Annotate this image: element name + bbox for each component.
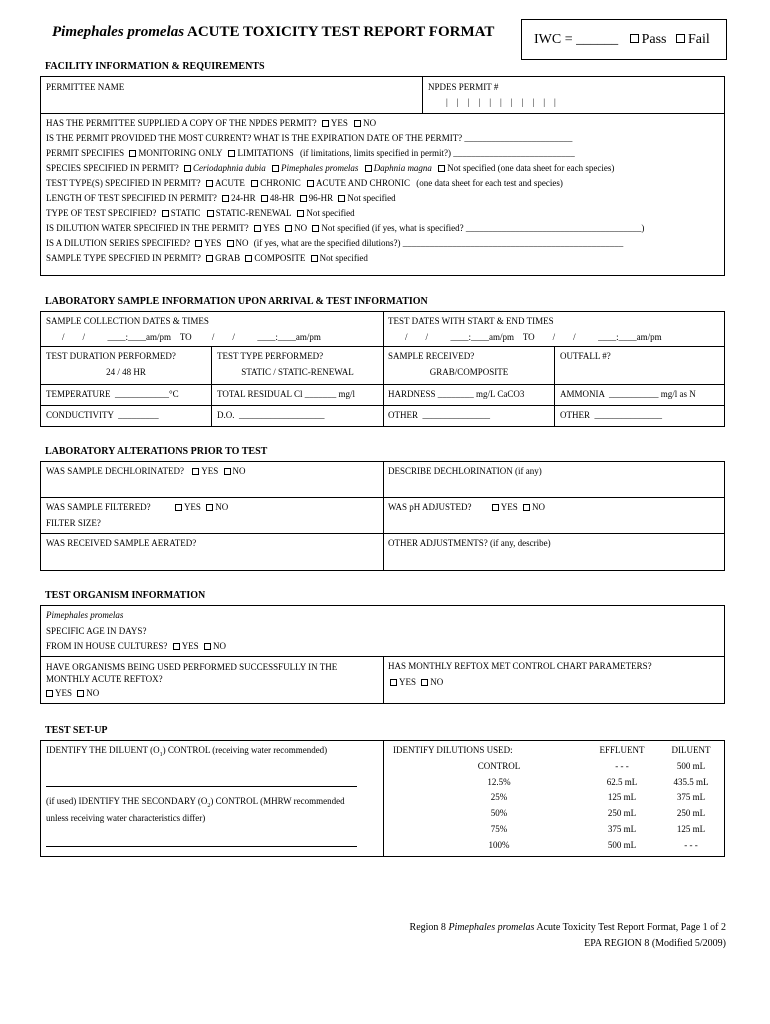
cerio-checkbox[interactable] — [184, 165, 191, 172]
diluent-cell: 250 mL — [676, 808, 706, 819]
chart-no-checkbox[interactable] — [421, 679, 428, 686]
96hr-checkbox[interactable] — [300, 195, 307, 202]
dechlor-no-checkbox[interactable] — [224, 468, 231, 475]
ph-yes-checkbox[interactable] — [492, 504, 499, 511]
composite-checkbox[interactable] — [245, 255, 252, 262]
acute-checkbox[interactable] — [206, 180, 213, 187]
effluent-cell: 500 mL — [607, 839, 637, 850]
filtered-yes-checkbox[interactable] — [175, 504, 182, 511]
dilution-cell: 75% — [490, 823, 508, 834]
fail-checkbox[interactable] — [676, 34, 685, 43]
dilution-cell: 50% — [490, 808, 508, 819]
divider — [383, 461, 384, 571]
effluent-cell: 62.5 mL — [606, 776, 638, 787]
24hr-checkbox[interactable] — [222, 195, 229, 202]
dilwater-no-checkbox[interactable] — [285, 225, 292, 232]
test-dates-label: TEST DATES WITH START & END TIMES — [388, 316, 554, 326]
control-chart-question: HAS MONTHLY REFTOX MET CONTROL CHART PARAMETERS? — [388, 661, 652, 671]
limitations-checkbox[interactable] — [228, 150, 235, 157]
footer-line-1: Region 8 Pimephales promelas Acute Toxicity Test Report Format, Page 1 of 2 — [409, 922, 726, 933]
facility-questions — [46, 116, 722, 266]
lab-sample-heading: LABORATORY SAMPLE INFORMATION UPON ARRIVAL & TEST INFORMATION — [45, 296, 428, 307]
q-test-length: LENGTH OF TEST SPECIFIED IN PERMIT? 24-HR 48-HR 96-HR Not specified — [46, 193, 396, 203]
filtered-no-checkbox[interactable] — [206, 504, 213, 511]
npdes-digit-boxes[interactable]: | | | | | | | | | | | — [446, 97, 556, 107]
facility-heading: FACILITY INFORMATION & REQUIREMENTS — [45, 61, 265, 72]
dilseries-yes-checkbox[interactable] — [195, 240, 202, 247]
acute-chronic-checkbox[interactable] — [307, 180, 314, 187]
monitoring-checkbox[interactable] — [129, 150, 136, 157]
title-species: Pimephales promelas — [52, 24, 185, 40]
setup-heading: TEST SET-UP — [45, 725, 108, 736]
divider — [383, 656, 384, 704]
conductivity-field[interactable]: CONDUCTIVITY _________ — [46, 410, 159, 420]
footer-line-2: EPA REGION 8 (Modified 5/2009) — [584, 938, 726, 949]
organism-species: Pimephales promelas — [46, 610, 124, 620]
pime-checkbox[interactable] — [272, 165, 279, 172]
filtered-question: WAS SAMPLE FILTERED? YES NO — [46, 502, 229, 512]
diluent-answer-line[interactable] — [46, 786, 357, 787]
sampletype-ns-checkbox[interactable] — [311, 255, 318, 262]
permit-copy-no-checkbox[interactable] — [354, 120, 361, 127]
hardness-field[interactable]: HARDNESS ________ mg/L CaCO3 — [388, 389, 525, 399]
iwc-field[interactable]: IWC = ______ — [534, 32, 619, 47]
effluent-header: EFFLUENT — [599, 745, 645, 755]
divider — [40, 113, 725, 114]
daphnia-checkbox[interactable] — [365, 165, 372, 172]
permit-copy-yes-checkbox[interactable] — [322, 120, 329, 127]
q-permit-current: IS THE PERMIT PROVIDED THE MOST CURRENT? WHAT IS THE EXPIRATION DATE OF THE PERMIT? ________________________ — [46, 133, 573, 143]
ammonia-field[interactable]: AMMONIA ___________ mg/l as N — [560, 389, 696, 399]
page-title — [52, 24, 494, 41]
dilution-cell: 100% — [488, 839, 510, 850]
divider — [554, 346, 555, 427]
cultures-yes-checkbox[interactable] — [173, 643, 180, 650]
diluent-cell: 125 mL — [676, 823, 706, 834]
kind-ns-checkbox[interactable] — [297, 210, 304, 217]
diluent-label: IDENTIFY THE DILUENT $(O_1)$ CONTROL (receiving water recommended) — [46, 745, 328, 758]
title-text: ACUTE TOXICITY TEST REPORT FORMAT — [184, 24, 495, 40]
dilution-cell: 12.5% — [487, 776, 511, 787]
dilution-row — [384, 823, 724, 838]
dilwater-yes-checkbox[interactable] — [254, 225, 261, 232]
filter-size-label: FILTER SIZE? — [46, 518, 101, 528]
reftox-yes-checkbox[interactable] — [46, 690, 53, 697]
cultures-question: FROM IN HOUSE CULTURES? YES NO — [46, 641, 226, 651]
test-times-field[interactable]: / / ____:____am/pm TO / / ____:____am/pm — [405, 332, 662, 342]
effluent-cell: 250 mL — [607, 808, 637, 819]
npdes-permit-label: NPDES PERMIT # — [428, 82, 499, 92]
diluent-cell: 435.5 mL — [673, 776, 709, 787]
divider — [422, 76, 423, 113]
diluent-cell: - - - — [684, 839, 698, 850]
effluent-cell: 125 mL — [607, 792, 637, 803]
do-field[interactable]: D.O. ___________________ — [217, 410, 325, 420]
other-adjustments-label: OTHER ADJUSTMENTS? (if any, describe) — [388, 538, 551, 548]
ph-question: WAS pH ADJUSTED? YES NO — [388, 502, 546, 512]
48hr-checkbox[interactable] — [261, 195, 268, 202]
q-sample-type: SAMPLE TYPE SPECFIED IN PERMIT? GRAB COMPOSITE Not specified — [46, 253, 368, 263]
collection-label: SAMPLE COLLECTION DATES & TIMES — [46, 316, 209, 326]
q-species: SPECIES SPECIFIED IN PERMIT? Ceriodaphnia dubia Pimephales promelas Daphnia magna Not specified (one data sheet for each species) — [46, 163, 615, 173]
ph-no-checkbox[interactable] — [523, 504, 530, 511]
secondary-answer-line[interactable] — [46, 846, 357, 847]
iwc-box — [521, 19, 727, 60]
dilwater-ns-checkbox[interactable] — [312, 225, 319, 232]
cultures-no-checkbox[interactable] — [204, 643, 211, 650]
describe-dechlor-label: DESCRIBE DECHLORINATION (if any) — [388, 466, 542, 476]
other2-field[interactable]: OTHER _______________ — [560, 410, 662, 420]
diluent-cell: 375 mL — [676, 792, 706, 803]
age-question: SPECIFIC AGE IN DAYS? — [46, 626, 147, 636]
dechlor-yes-checkbox[interactable] — [192, 468, 199, 475]
duration-label: TEST DURATION PERFORMED? — [46, 351, 176, 361]
length-ns-checkbox[interactable] — [338, 195, 345, 202]
diluent-cell: 500 mL — [676, 761, 706, 771]
divider — [211, 346, 212, 427]
dilution-row — [384, 791, 724, 806]
secondary-control-label: (if used) IDENTIFY THE SECONDARY $(O_2)$ CONTROL (MHRW recommended unless receiving water characteristics differ) — [46, 796, 345, 823]
reftox-options: YES NO — [46, 688, 99, 698]
dilseries-no-checkbox[interactable] — [227, 240, 234, 247]
q-permit-copy: HAS THE PERMITTEE SUPPLIED A COPY OF THE NPDES PERMIT? YES NO — [46, 118, 377, 128]
temperature-field[interactable]: TEMPERATURE ____________°C — [46, 389, 179, 399]
test-type-value: STATIC / STATIC-RENEWAL — [241, 367, 354, 377]
dilution-row — [384, 760, 724, 775]
organism-heading: TEST ORGANISM INFORMATION — [45, 590, 206, 601]
outfall-label: OUTFALL #? — [560, 351, 611, 361]
q-test-kind: TYPE OF TEST SPECIFIED? STATIC STATIC-RENEWAL Not specified — [46, 208, 355, 218]
static-renewal-checkbox[interactable] — [207, 210, 214, 217]
q-dilution-series: IS A DILUTION SERIES SPECIFIED? YES NO (if yes, what are the specified dilutions?) _________________________________________________ — [46, 238, 624, 248]
chlorine-field[interactable]: TOTAL RESIDUAL Cl _______ mg/l — [217, 389, 355, 399]
other1-field[interactable]: OTHER _______________ — [388, 410, 490, 420]
received-label: SAMPLE RECEIVED? — [388, 351, 475, 361]
chronic-checkbox[interactable] — [251, 180, 258, 187]
q-permit-specifies: PERMIT SPECIFIES MONITORING ONLY LIMITATIONS (if limitations, limits specified in permit?) ___________________________ — [46, 148, 575, 158]
grab-checkbox[interactable] — [206, 255, 213, 262]
pass-label: Pass — [641, 32, 667, 47]
q-dilution-water: IS DILUTION WATER SPECIFIED IN THE PERMIT? YES NO Not specified (if yes, what is specified? _______________________________________) — [46, 223, 645, 233]
permittee-name-label: PERMITTEE NAME — [46, 82, 125, 92]
dechlor-question: WAS SAMPLE DECHLORINATED? YES NO — [46, 466, 246, 476]
effluent-cell: - - - — [615, 761, 629, 771]
dilution-row — [384, 807, 724, 822]
fail-label: Fail — [688, 32, 710, 47]
species-ns-checkbox[interactable] — [438, 165, 445, 172]
aerated-question: WAS RECEIVED SAMPLE AERATED? — [46, 538, 197, 548]
effluent-cell: 375 mL — [607, 823, 637, 834]
alterations-heading: LABORATORY ALTERATIONS PRIOR TO TEST — [45, 446, 268, 457]
dilutions-label: IDENTIFY DILUTIONS USED: — [393, 745, 513, 755]
dilution-cell: CONTROL — [477, 761, 521, 771]
chart-yes-checkbox[interactable] — [390, 679, 397, 686]
dilution-row — [384, 776, 724, 791]
dilution-row — [384, 839, 724, 854]
reftox-no-checkbox[interactable] — [77, 690, 84, 697]
reftox-question: HAVE ORGANISMS BEING USED PERFORMED SUCCESSFULLY IN THE MONTHLY ACUTE REFTOX? — [46, 662, 338, 684]
received-value: GRAB/COMPOSITE — [429, 367, 509, 377]
diluent-header: DILUENT — [671, 745, 711, 755]
duration-value: 24 / 48 HR — [106, 367, 146, 377]
collection-times-field[interactable]: / / ____:____am/pm TO / / ____:____am/pm — [62, 332, 321, 342]
control-chart-options: YES NO — [390, 677, 443, 687]
q-test-type: TEST TYPE(S) SPECIFIED IN PERMIT? ACUTE CHRONIC ACUTE AND CHRONIC (one data sheet for each test and species) — [46, 178, 563, 188]
static-checkbox[interactable] — [162, 210, 169, 217]
test-type-label: TEST TYPE PERFORMED? — [217, 351, 324, 361]
pass-checkbox[interactable] — [630, 34, 639, 43]
dilution-cell: 25% — [490, 792, 508, 803]
